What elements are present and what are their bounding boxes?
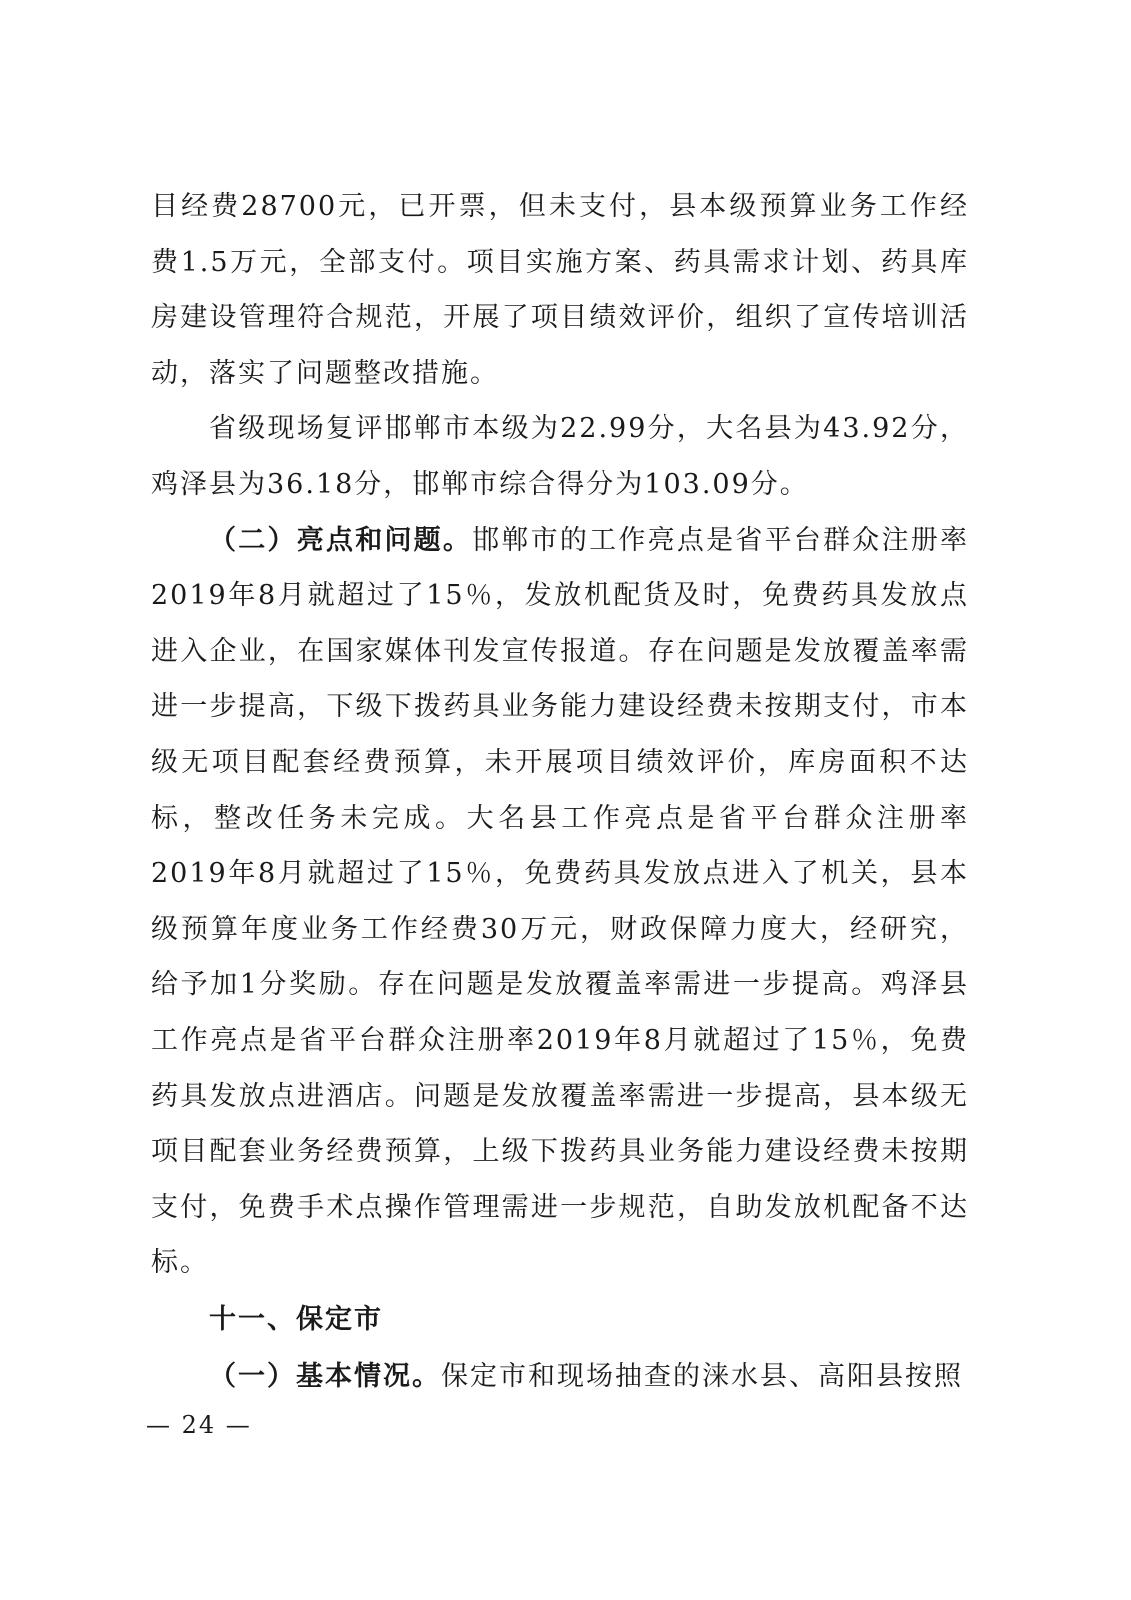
body-text	[151, 179, 969, 1404]
paragraph-3-text: 邯郸市的工作亮点是省平台群众注册率2019年8月就超过了15％，发放机配货及时，免费药具发放点进入企业，在国家媒体刊发宣传报道。存在问题是发放覆盖率需进一步提高，下级下拨药具业务能力建设经费未按期支付，市本级无项目配套经费预算，未开展项目绩效评价，库房面积不达标，整改任务未完成。大名县工作亮点是省平台群众注册率2019年8月就超过了15％，免费药具发放点进入了机关，县本级预算年度业务工作经费30万元，财政保障力度大，经研究，给予加1分奖励。存在问题是发放覆盖率需进一步提高。鸡泽县工作亮点是省平台群众注册率2019年8月就超过了15％，免费药具发放点进酒店。问题是发放覆盖率需进一步提高，县本级无项目配套业务经费预算，上级下拨药具业务能力建设经费未按期支付，免费手术点操作管理需进一步规范，自助发放机配备不达标。	[151, 524, 970, 1279]
paragraph-4-text: 保定市和现场抽查的涞水县、高阳县按照	[441, 1360, 963, 1392]
paragraph-3	[151, 513, 969, 1291]
paragraph-2	[151, 401, 969, 512]
paragraph-4-lead: （一）基本情况。	[209, 1360, 441, 1392]
paragraph-1-text: 目经费28700元，已开票，但未支付，县本级预算业务工作经费1.5万元，全部支付。项目实施方案、药具需求计划、药具库房建设管理符合规范，开展了项目绩效评价，组织了宣传培训活动，落实了问题整改措施。	[151, 191, 969, 389]
paragraph-3-lead: （二）亮点和问题。	[209, 524, 473, 556]
section-heading: 十一、保定市	[209, 1303, 383, 1335]
page-number: — 24 —	[146, 1411, 252, 1439]
paragraph-1	[151, 179, 969, 401]
paragraph-4	[151, 1349, 969, 1405]
paragraph-2-text: 省级现场复评邯郸市本级为22.99分，大名县为43.92分，鸡泽县为36.18分，邯郸市综合得分为103.09分。	[151, 413, 969, 500]
